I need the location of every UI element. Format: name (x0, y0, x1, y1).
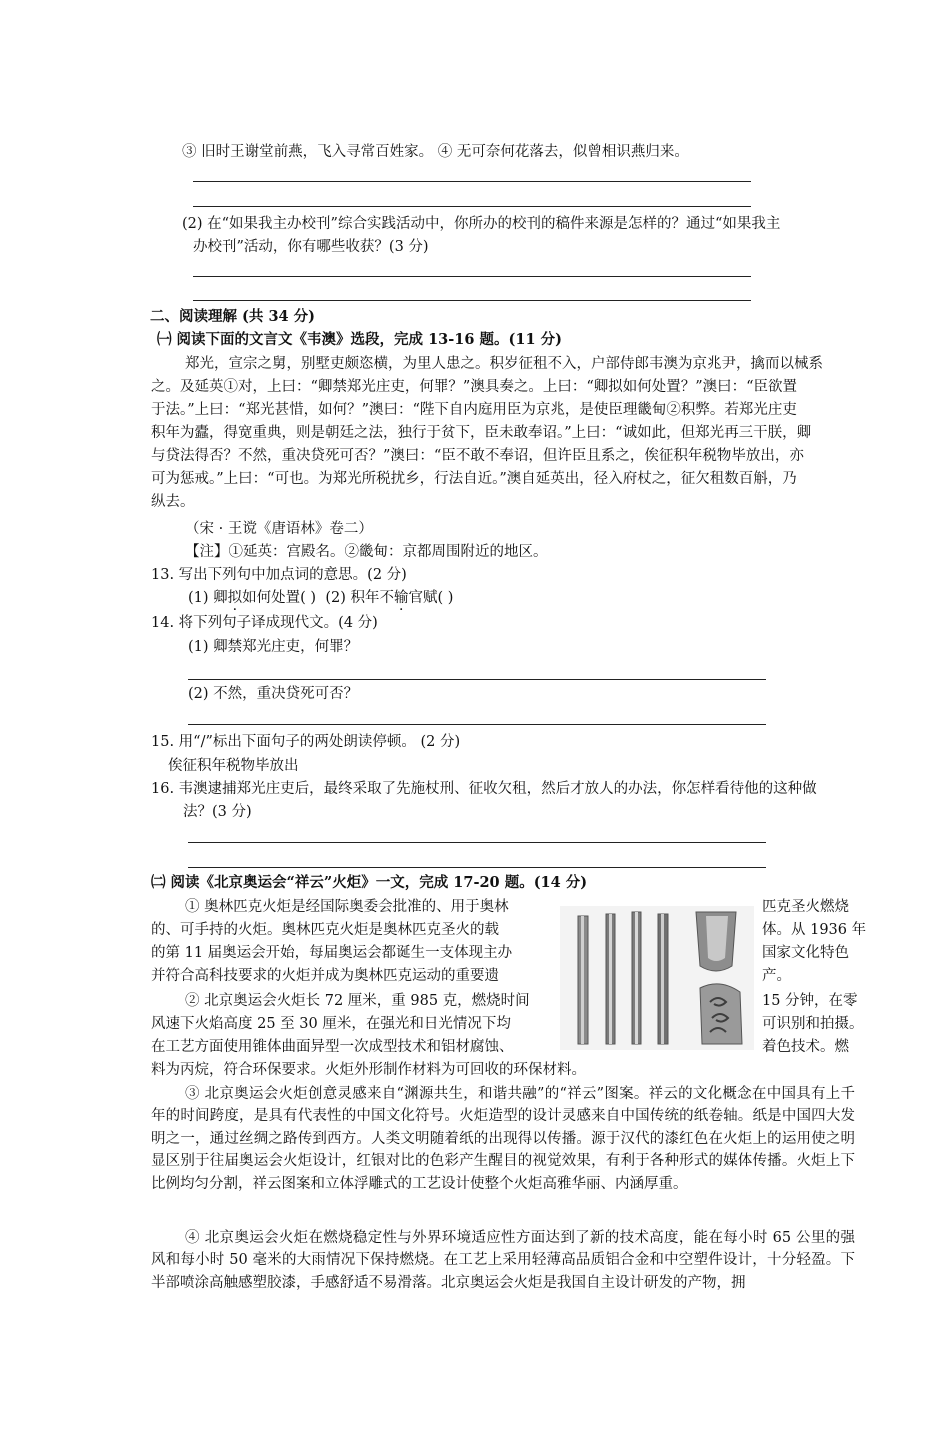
p2-left: 料为丙烷，符合环保要求。火炬外形制作材料为可回收的环保材料。 (151, 1062, 586, 1078)
p2-right: 着色技术。燃 (762, 1039, 849, 1055)
paragraph-4: ④ 北京奥运会火炬在燃烧稳定性与外界环境适应性方面达到了新的技术高度，能在每小时 65 公里的强风和每小时 50 毫米的大雨情况下保持燃烧。在工艺上采用轻薄高品质铝合金和中空塑件设计，十分轻盈。下半部喷涂高触感塑胶漆，手感舒适不易滑落。北京奥运会火炬是我国自主设计研发的产物，拥 (151, 1230, 855, 1291)
answer-line[interactable] (193, 206, 751, 207)
answer-line[interactable] (188, 679, 766, 680)
passage-line: 纵去。 (151, 494, 195, 510)
answer-line[interactable] (188, 842, 766, 843)
annotation-note: 【注】①延英：宫殿名。②畿甸：京都周围附近的地区。 (185, 544, 548, 560)
p1-left: 的第 11 届奥运会开始，每届奥运会都诞生一支体现主办 (151, 945, 513, 961)
q2-line-1: (2) 在“如果我主办校刊”综合实践活动中，你所办的校刊的稿件来源是怎样的？通过“如果我主 (182, 216, 781, 232)
q14-item-1: (1) 卿禁郑光庄吏，何罪？ (188, 639, 359, 655)
q13-items: (1) 卿拟如何处置( ) (2) 积年不输官赋( ) (188, 590, 454, 606)
q13-title: 13. 写出下列句中加点词的意思。(2 分) (151, 567, 407, 583)
q2-line-2: 办校刊”活动，你有哪些收获？(3 分) (193, 239, 429, 255)
answer-line[interactable] (193, 300, 751, 301)
p1-right: 匹克圣火燃烧 (762, 899, 849, 915)
q14-title: 14. 将下列句子译成现代文。(4 分) (151, 615, 378, 631)
answer-line[interactable] (193, 276, 751, 277)
passage-line: 积年为蠹，得宽重典，则是朝廷之法，独行于贫下，臣未敢奉诏。”上曰：“诚如此，但郑光再三干朕，卿 (151, 425, 812, 441)
answer-line[interactable] (188, 724, 766, 725)
part2-title: ㈡ 阅读《北京奥运会“祥云”火炬》一文，完成 17-20 题。(14 分) (151, 874, 588, 891)
paragraph-3: ③ 北京奥运会火炬创意灵感来自“渊源共生，和谐共融”的“祥云”图案。祥云的文化概念在中国具有上千年的时间跨度，是具有代表性的中国文化符号。火炬造型的设计灵感来自中国传统的纸卷轴。纸是中国四大发明之一，通过丝绸之路传到西方。人类文明随着纸的出现得以传播。源于汉代的漆红色在火炬上的运用使之明显区别于往届奥运会火炬设计，红银对比的色彩产生醒目的视觉效果，有利于各种形式的媒体传播。火炬上下比例均匀分割，祥云图案和立体浮雕式的工艺设计使整个火炬高雅华丽、内涵厚重。 (151, 1086, 855, 1192)
dotted-word: 输 (393, 590, 409, 606)
p1-left: ① 奥林匹克火炬是经国际奥委会批准的、用于奥林 (185, 899, 509, 915)
p1-right: 体。从 1936 年 (762, 922, 867, 938)
section-title: 二、阅读理解 (共 34 分) (150, 308, 316, 325)
answer-line[interactable] (188, 867, 766, 868)
torch-illustration (560, 906, 754, 1050)
part1-title: ㈠ 阅读下面的文言文《韦澳》选段，完成 13-16 题。(11 分) (157, 331, 562, 348)
p1-right: 产。 (762, 968, 791, 984)
p2-left: ② 北京奥运会火炬长 72 厘米，重 985 克，燃烧时间 (185, 993, 530, 1009)
p1-left: 的、可手持的火炬。奥林匹克火炬是奥林匹克圣火的载 (151, 922, 499, 938)
p2-right: 可识别和拍摄。 (762, 1016, 864, 1032)
p2-right: 15 分钟，在零 (762, 993, 858, 1009)
source-citation: （宋 · 王谠《唐语林》卷二） (185, 521, 373, 537)
passage-line: 与贷法得否？不然，重决贷死可否？”澳曰：“臣不敢不奉诏，但许臣且系之，俟征积年税物毕放出，亦 (151, 448, 804, 464)
p1-left: 并符合高科技要求的火炬并成为奥林匹克运动的重要遗 (151, 968, 499, 984)
q-items-3-4: ③ 旧时王谢堂前燕，飞入寻常百姓家。 ④ 无可奈何花落去，似曾相识燕归来。 (182, 144, 689, 160)
passage-line: 于法。”上曰：“郑光甚惜，如何？”澳曰：“陛下自内庭用臣为京兆，是使臣理畿甸②积弊。若郑光庄吏 (151, 402, 797, 418)
dotted-word: 拟 (227, 590, 243, 606)
p2-left: 风速下火焰高度 25 至 30 厘米，在强光和日光情况下均 (151, 1016, 511, 1032)
q16-line-2: 法？(3 分) (183, 804, 252, 820)
passage-line: 之。及延英①对，上曰：“卿禁郑光庄吏，何罪？”澳具奏之。上曰：“卿拟如何处置？”澳曰：“臣欲置 (151, 379, 798, 395)
q15-title: 15. 用“/”标出下面句子的两处朗读停顿。 (2 分) (151, 734, 461, 750)
p2-left: 在工艺方面使用锥体曲面异型一次成型技术和铝材腐蚀、 (151, 1039, 514, 1055)
passage-line: 郑光，宣宗之舅，别墅吏颇恣横，为里人患之。积岁征租不入，户部侍郎韦澳为京兆尹，擒而以械系 (185, 356, 823, 372)
q16-line-1: 16. 韦澳逮捕郑光庄吏后，最终采取了先施杖刑、征收欠租，然后才放人的办法，你怎样看待他的这种做 (151, 781, 817, 797)
q15-sentence: 俟征积年税物毕放出 (168, 758, 299, 774)
torch-photo (560, 906, 754, 1050)
answer-line[interactable] (193, 181, 751, 182)
p1-right: 国家文化特色 (762, 945, 849, 961)
q14-item-2: (2) 不然，重决贷死可否？ (188, 686, 359, 702)
passage-line: 可为惩戒。”上曰：“可也。为郑光所税扰乡，行法自近。”澳自延英出，径入府杖之，征欠租数百斛，乃 (151, 471, 797, 487)
